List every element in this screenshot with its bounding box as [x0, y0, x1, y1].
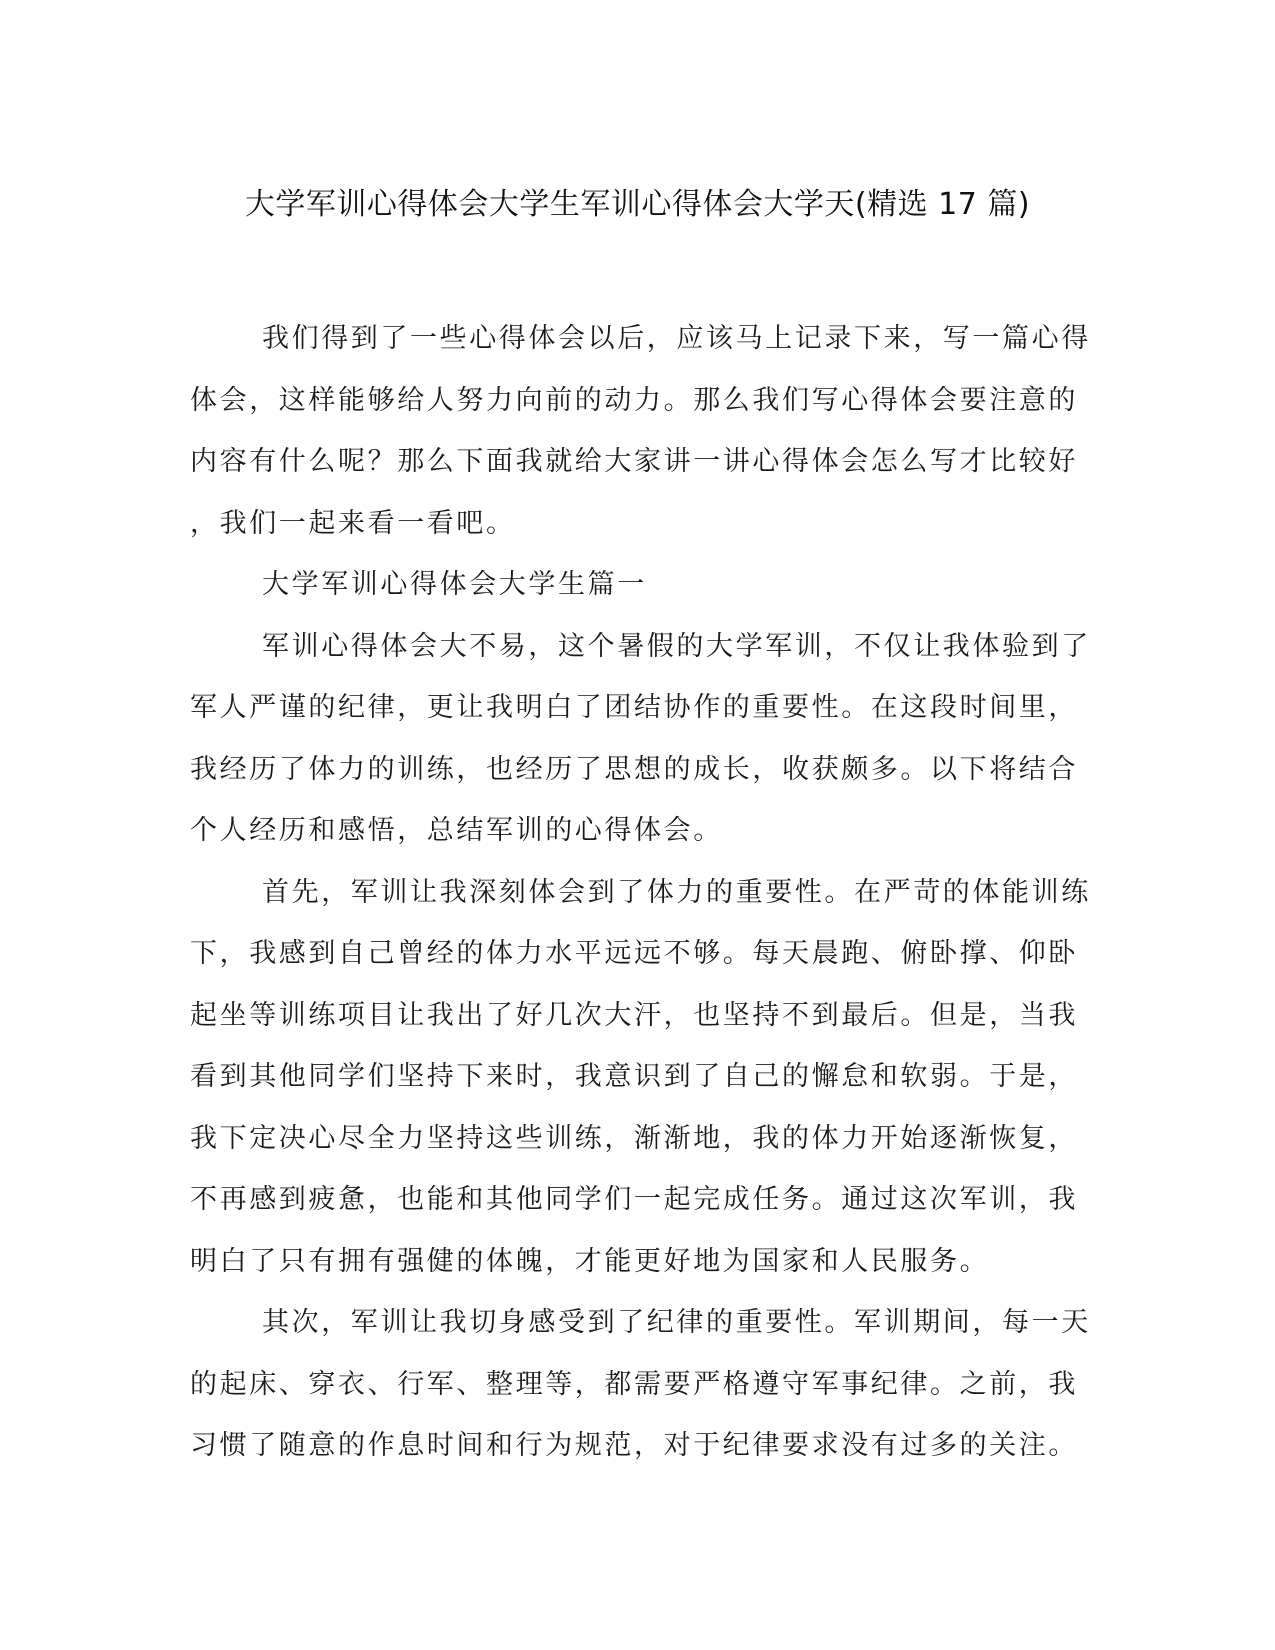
text-line: 其次，军训让我切身感受到了纪律的重要性。军训期间，每一天: [262, 1307, 1091, 1338]
document-title: 大学军训心得体会大学生军训心得体会大学天(精选 17 篇): [244, 187, 1031, 222]
text-line: 体会，这样能够给人努力向前的动力。那么我们写心得体会要注意的: [190, 384, 1078, 416]
text-line: 明白了只有拥有强健的体魄，才能更好地为国家和人民服务。: [190, 1245, 990, 1277]
text-line: 我下定决心尽全力坚持这些训练，渐渐地，我的体力开始逐渐恢复，: [190, 1122, 1078, 1154]
text-line: 看到其他同学们坚持下来时，我意识到了自己的懈怠和软弱。于是，: [190, 1061, 1078, 1092]
text-line: 的起床、穿衣、行军、整理等，都需要严格遵守军事纪律。之前，我: [190, 1368, 1078, 1400]
text-line: 不再感到疲惫，也能和其他同学们一起完成任务。通过这次军训，我: [190, 1184, 1078, 1215]
text-line: 内容有什么呢？那么下面我就给大家讲一讲心得体会怎么写才比较好: [190, 446, 1078, 477]
text-line: 军人严谨的纪律，更让我明白了团结协作的重要性。在这段时间里，: [190, 692, 1078, 723]
document-body: [190, 308, 1091, 1477]
text-line: 习惯了随意的作息时间和行为规范，对于纪律要求没有过多的关注。: [190, 1430, 1078, 1461]
text-line: 我们得到了一些心得体会以后，应该马上记录下来，写一篇心得: [262, 323, 1091, 354]
section-heading: 大学军训心得体会大学生篇一: [262, 569, 647, 600]
text-line: 起坐等训练项目让我出了好几次大汗，也坚持不到最后。但是，当我: [190, 999, 1078, 1031]
text-line: 我经历了体力的训练，也经历了思想的成长，收获颇多。以下将结合: [190, 753, 1078, 785]
text-line: 个人经历和感悟，总结军训的心得体会。: [190, 815, 723, 846]
text-line: 军训心得体会大不易，这个暑假的大学军训，不仅让我体验到了: [262, 630, 1091, 662]
text-line: ，我们一起来看一看吧。: [190, 507, 516, 539]
text-line: 下，我感到自己曾经的体力水平远远不够。每天晨跑、俯卧撑、仰卧: [190, 938, 1078, 969]
text-line: 首先，军训让我深刻体会到了体力的重要性。在严苛的体能训练: [262, 876, 1091, 908]
